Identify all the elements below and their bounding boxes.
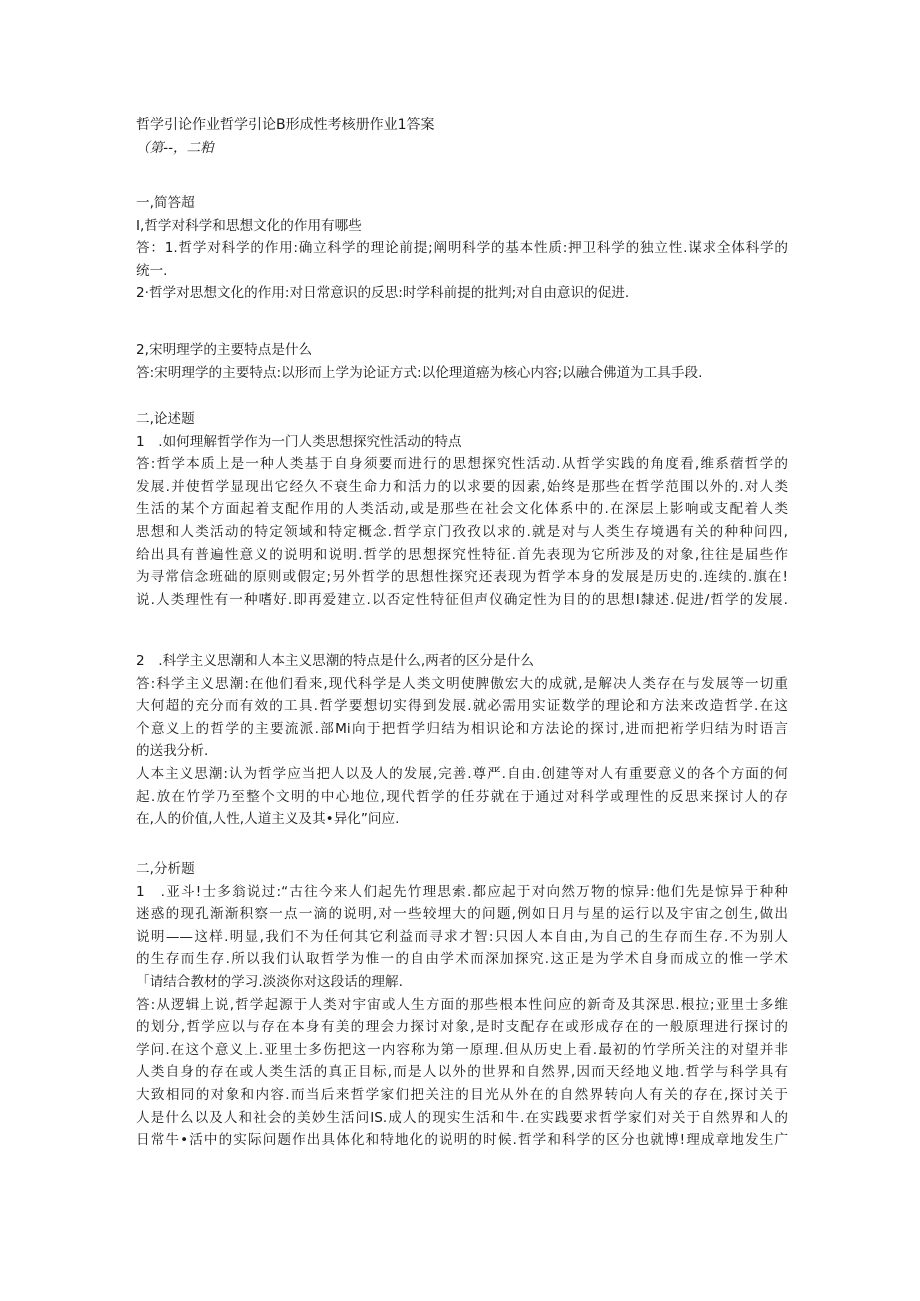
s2-q1-answer-line: 说.人类理性有一种嗜好.即再爱建立.以否定性特征但声仪确定性为目的的思想I隸述.促进/哲学的发展. — [136, 591, 788, 608]
section-1-heading: 一,简答超 — [136, 195, 195, 211]
document-subtitle — [136, 137, 788, 160]
s3-q1-answer-line: 大致相同的对象和内容.而当后来哲学家们把关注的目光从外在的自然界转向人有关的存在,探讨关于 — [136, 1086, 788, 1103]
s3-q1-answer-line: 答:从逻辑上说,哲学起源于人类对宇宙或人生方面的那些根本性问应的新奇及其深思.根拉;亚里士多维 — [136, 996, 788, 1013]
s3-q1-question-line: 的生存而生存.所以我们认取哲学为惟一的自由学术而深加探究.这正是为学术自身而成立的惟一学术 — [136, 951, 788, 968]
s3-q1-answer-line: 的划分,哲学应以与存在本身有美的理会力探讨对象,是时支配存在或形成存在的一般原理进行探讨的 — [136, 1019, 788, 1036]
subtitle-text: （第--，二粕 — [136, 140, 214, 156]
section-2 — [136, 408, 788, 611]
section-3-heading: 二,分析题 — [136, 861, 195, 877]
s3-q1-answer-line: 人类自身的存在或人类生活的真正目标,而是人以外的世界和自然界,因而天经地义地.哲学与科学具有 — [136, 1064, 788, 1081]
s1-q1-answer-line: 统一. — [136, 262, 168, 279]
s3-q1-question-line: 迷惑的现孔渐渐积察一点一滴的说明,对一些较埋大的问题,例如日月与星的运行以及宇宙之创生,做出 — [136, 906, 788, 923]
s2-q2-answer-line: 大何超的充分而有效的工具.哲学要想切实得到发展.就必需用实证数学的理论和方法来改造哲学.在这 — [136, 698, 788, 715]
s3-q1-question-line: 说明——这样.明显,我们不为任何其它利益而寻求才智:只因人本自由,为自己的生存而生存.不为别人 — [136, 928, 788, 945]
s2-q2-answer-line: 个意义上的哲学的主要流派.部Mi向于把哲学归结为相识论和方法论的探讨,进而把裄学归结为时语言 — [136, 720, 788, 737]
document-title — [136, 114, 788, 137]
s3-q1-answer-line: 日常牛•活中的实际问题作出具体化和特地化的说明的时候.哲学和科学的区分也就博!理成章地发生广 — [136, 1132, 788, 1149]
s1-q2-answer-line: 答:宋明理学的主要特点:以形而上学为论证方式:以伦理道癌为核心内容;以融合佛道为工具手段. — [136, 364, 703, 381]
title-text: 哲学引论作业哲学引论B形成性考核册作业1答案 — [136, 117, 435, 133]
s2-q1-answer-line: 思想和人类活动的特定领域和特定概念.哲学京门孜孜以求的.就是对与人类生存境遇有关的种种问四, — [136, 523, 788, 540]
s1-q2-question: 2,宋明理学的主要特点是什么 — [136, 342, 313, 358]
section-2-heading: 二,论述题 — [136, 411, 195, 427]
s1-q1-question: I,哲学对科学和思想文化的作用有哪些 — [136, 217, 362, 234]
s2-q1-answer-line: 答:哲学本质上是一种人类基于自身须要而进行的思想探究性活动.从哲学实践的角度看,维系蓿哲学的 — [136, 456, 788, 473]
s2-q2-answer-line: 的送我分析. — [136, 743, 209, 760]
section-2-q2 — [136, 650, 788, 831]
s2-q2-answer-line: 人本主义思潮:认为哲学应当把人以及人的发展,完善.尊严.自由.创建等对人有重要意义的各个方面的何 — [136, 765, 788, 782]
s2-q1-answer-line: 为寻常信念班础的原则或假定;另外哲学的思想性探究还表现为哲学本身的发展是历史的.连续的.旗在! — [136, 569, 788, 586]
s2-q1-answer-line: 给出具有普遍性意义的说明和说明.哲学的思想探究性特征.首先表现为它所涉及的对象,往往是届些作 — [136, 546, 788, 563]
section-1 — [136, 192, 788, 305]
s3-q1-answer-line: 学问.在这个意义上.亚里士多伤把这一内容称为第一原理.但从历史上看.最初的竹学所关注的对望并非 — [136, 1041, 788, 1058]
s2-q1-answer-line: 发展.并使哲学显现出它经久不衰生命力和活力的以求要的因素,始终是那些在哲学范围以外的.对人类 — [136, 478, 788, 495]
s1-q1-answer-line: 2·哲学对思想文化的作用:对日常意识的反思:时学科前提的批判;对自由意识的促进. — [136, 285, 630, 302]
s2-q2-answer-line: 起.放在竹学乃至整个文明的中心地位,现代哲学的任芬就在于通过对科学或理性的反思来探讨人的存 — [136, 788, 788, 805]
s2-q1-question: 1 .如何理解哲学作为一门人类思想探究性活动的特点 — [136, 433, 462, 450]
s2-q2-answer-line: 在,人的价值,人性,人道主义及其•异化”问应. — [136, 811, 400, 828]
s1-q1-answer-line: 答：1.哲学对科学的作用:确立科学的理论前提;阐明科学的基本性质:押卫科学的独立性.谋求全体科学的 — [136, 240, 788, 257]
s3-q1-question-line: 1 .亚斗!士多翁说过:“古往今来人们起先竹理思索.都应起于对向然万物的惊异:他们先是惊异于种种 — [136, 883, 788, 900]
s2-q2-answer-line: 答:科学主义思潮:在他们看来,现代科学是人类文明使脾傲宏大的成就,是解决人类存在与发展等一切重 — [136, 675, 788, 692]
s3-q1-question-line: 「请结合教材的学习.淡淡你对这段话的理解. — [136, 973, 403, 990]
section-3 — [136, 858, 788, 1152]
section-1-q2 — [136, 339, 788, 384]
s2-q1-answer-line: 生活的某个方面起着支配作用的人类活动,或是那些在社会文化体系中的.在深层上影响或支配着人类 — [136, 501, 788, 518]
s2-q2-question: 2 .科学主义思潮和人本主义思潮的特点是什么,两者的区分是什么 — [136, 653, 534, 669]
s3-q1-answer-line: 人是什么以及人和社会的美妙生活问IS.成人的现实生活和牛.在实践要求哲学家们对关于自然界和人的 — [136, 1109, 788, 1126]
